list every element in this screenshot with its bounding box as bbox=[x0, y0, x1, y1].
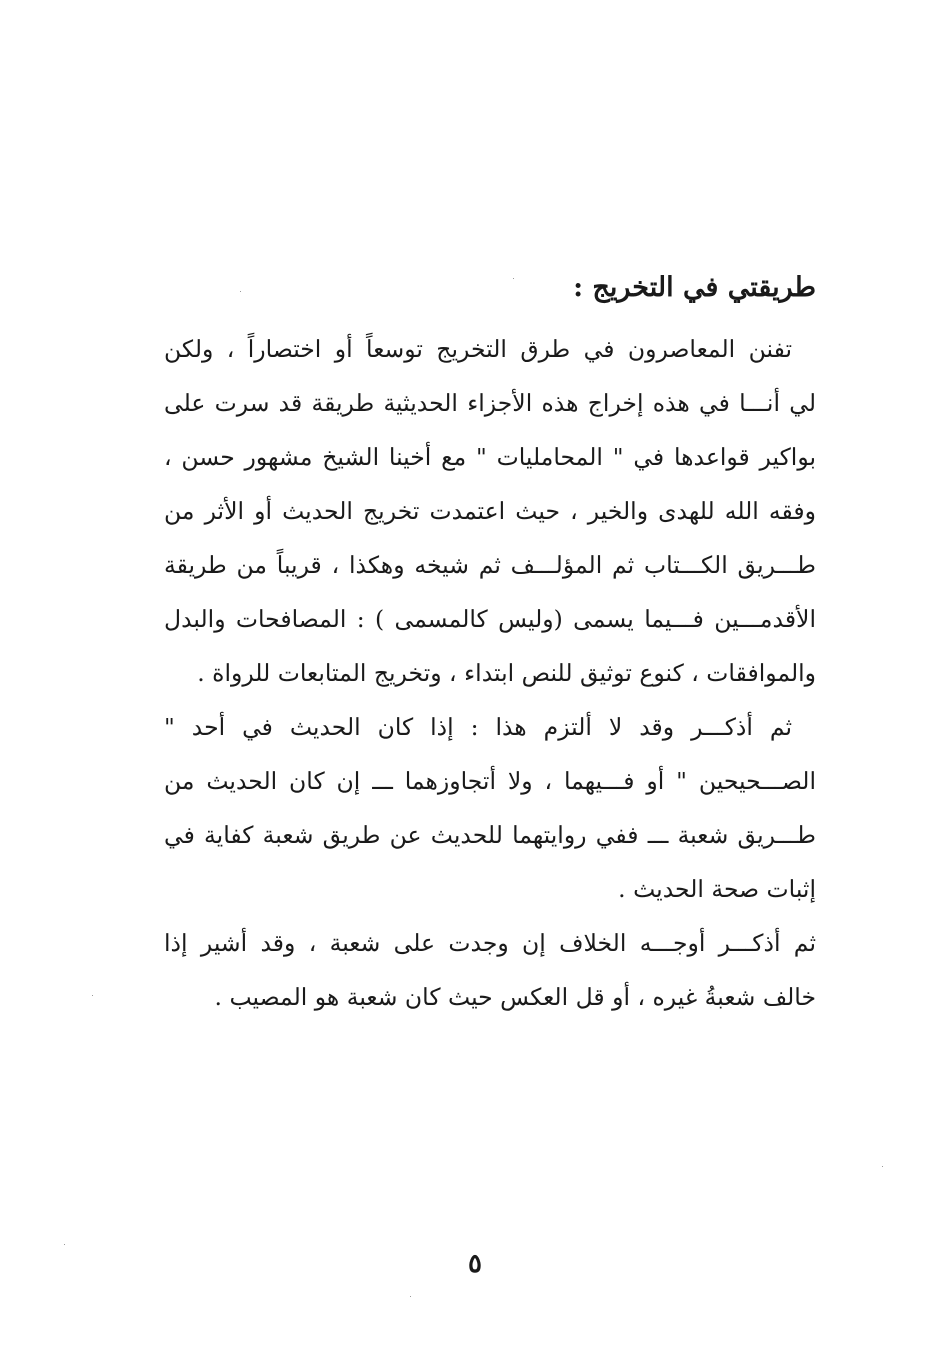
body-text bbox=[164, 322, 816, 1024]
text-line: طـــريق الكـــتاب ثم المؤلـــف ثم شيخه وهكذا ، قريباً من طريقة bbox=[164, 551, 816, 579]
scan-speck bbox=[410, 1296, 411, 1297]
text-line: الصـــحيحين " أو فـــيهما ، ولا أتجاوزهما ـــ إن كان الحديث من bbox=[164, 767, 816, 795]
text-line: تفنن المعاصرون في طرق التخريج توسعاً أو اختصاراً ، ولكن bbox=[164, 335, 792, 363]
page-number: ٥ bbox=[468, 1249, 482, 1279]
text-line: وفقه الله للهدى والخير ، حيث اعتمدت تخريج الحديث أو الأثر من bbox=[164, 497, 816, 525]
text-line: الأقدمـــين فـــيما يسمى (وليس كالمسمى ) : المصافحات والبدل bbox=[164, 605, 816, 633]
scan-speck bbox=[64, 1244, 65, 1245]
text-line: إثبات صحة الحديث . bbox=[618, 875, 816, 903]
section-heading: طريقتي في التخريج : bbox=[573, 272, 816, 303]
text-line: ثم أذكـــر أوجـــه الخلاف إن وجدت على شعبة ، وقد أشير إذا bbox=[164, 929, 816, 957]
text-line: بواكير قواعدها في " المحامليات " مع أخينا الشيخ مشهور حسن ، bbox=[164, 443, 816, 471]
text-line: لي أنـــا في هذه إخراج هذه الأجزاء الحديثية طريقة قد سرت على bbox=[164, 389, 816, 417]
text-line: خالف شعبةُ غيره ، أو قل العكس حيث كان شعبة هو المصيب . bbox=[214, 983, 816, 1011]
text-line: والموافقات ، كنوع توثيق للنص ابتداء ، وتخريج المتابعات للرواة . bbox=[197, 659, 816, 687]
text-line: طـــريق شعبة ـــ ففي روايتهما للحديث عن طريق شعبة كفاية في bbox=[164, 821, 816, 849]
scan-speck bbox=[882, 1166, 883, 1167]
text-line: ثم أذكـــر وقد لا ألتزم هذا : إذا كان الحديث في أحد " bbox=[164, 713, 792, 741]
scan-speck bbox=[240, 291, 241, 292]
scan-speck bbox=[513, 278, 514, 279]
scan-speck bbox=[92, 995, 93, 996]
